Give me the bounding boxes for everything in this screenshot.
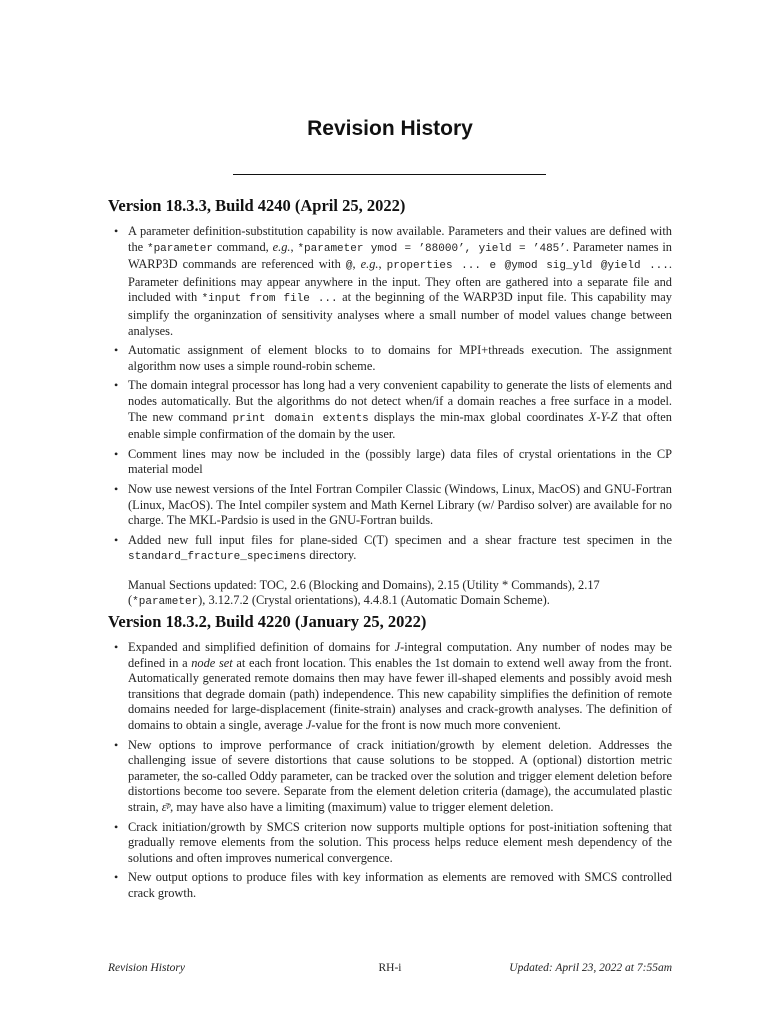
- text-run: -value for the front is now much more convenient.: [311, 717, 561, 732]
- code-text: *parameter ymod = ’88000’, yield = ’485’: [297, 242, 566, 255]
- list-item: [108, 533, 672, 566]
- manual-sections-note: [108, 578, 672, 611]
- list-item: [108, 224, 672, 339]
- change-list: [108, 640, 672, 902]
- italic-text: e.g.: [272, 239, 291, 254]
- code-text: *parameter: [132, 596, 199, 609]
- text-run: Comment lines may now be included in the (possibly large) data files of crystal orientations in the CP material model: [128, 446, 672, 477]
- footer-updated: Updated: April 23, 2022 at 7:55am: [509, 962, 672, 974]
- list-item: [108, 820, 672, 867]
- text-run: displays the min-max global coordinates: [368, 409, 589, 424]
- text-run: ), 3.12.7.2 (Crystal orientations), 4.4.8.1 (Automatic Domain Scheme).: [198, 593, 550, 608]
- italic-text: J: [394, 640, 401, 654]
- text-run: that often enable simple confirmation of the domain by the user.: [128, 409, 672, 442]
- text-run: -integral computation. Any number of nodes may be defined in a: [128, 640, 672, 670]
- code-text: *parameter: [146, 242, 213, 255]
- text-run: The domain integral processor has long had a very convenient capability to generate the lists of elements and nodes automatically. But the algorithms do not detect when/if a domain reaches a free surface in a model. The new command: [128, 378, 672, 424]
- title-rule: [233, 174, 546, 175]
- text-run: A parameter definition-substitution capability is now available. Parameters and their values are defined with the: [128, 224, 672, 254]
- footer-page-number: RH-i: [378, 962, 402, 974]
- text-run: ,: [378, 257, 387, 272]
- list-item: [108, 447, 672, 478]
- text-run: Added new full input files for plane-sided C(T) specimen and a shear fracture test specimen in the: [128, 532, 672, 547]
- italic-text: J: [305, 717, 312, 732]
- text-run: , may have also have a limiting (maximum) value to trigger element deletion.: [170, 799, 554, 814]
- list-item: [108, 870, 672, 901]
- list-item: [108, 738, 672, 816]
- change-list: [108, 224, 672, 566]
- text-run: command,: [212, 239, 273, 254]
- section-heading: Version 18.3.3, Build 4240 (April 25, 2022): [108, 196, 406, 215]
- text-run: ,: [290, 239, 298, 254]
- text-run: Automatic assignment of element blocks to to domains for MPI+threads execution. The assignment algorithm now uses a simple round-robin scheme.: [128, 343, 672, 373]
- text-run: Manual Sections updated: TOC, 2.6 (Blocking and Domains), 2.15 (Utility * Commands), 2.17 (: [128, 577, 600, 608]
- text-run: . Parameter names in WARP3D commands are referenced with: [128, 239, 672, 272]
- version-section-18-3-2: [108, 612, 672, 906]
- text-run: Crack initiation/growth by SMCS criterion now supports multiple options for post-initiation softening that gradually remove elements from the solution. This process helps reduce element mesh dependency of the solutions and often improves numerical convergence.: [128, 819, 672, 865]
- section-heading: Version 18.3.2, Build 4220 (January 25, 2022): [108, 612, 427, 631]
- italic-text: node set: [191, 655, 233, 670]
- page-title: Revision History: [307, 117, 473, 140]
- code-text: properties ... e @ymod sig_yld @yield ...: [386, 260, 669, 273]
- list-item: [108, 640, 672, 734]
- footer-left: Revision History: [108, 962, 185, 974]
- code-text: @: [345, 260, 353, 273]
- version-section-18-3-3: [108, 196, 672, 611]
- text-run: New output options to produce files with key information as elements are removed with SMCS controlled crack growth.: [128, 870, 672, 900]
- italic-text: X-Y-Z: [588, 409, 618, 424]
- list-item: [108, 482, 672, 529]
- text-run: at each front location. This enables the 1st domain to extend well away from the front. Automatically generated remote domains then may have fewer ill-shaped elements and possibly avoid mesh transitions that degrade domain (path) independence. This new capability simplifies the definition of remote domains needed for large-displacement (finite-strain) analyses and crack-growth analyses. The definition of domains to obtain a single, average: [128, 655, 672, 732]
- text-run: Now use newest versions of the Intel Fortran Compiler Classic (Windows, Linux, MacOS) and GNU-Fortran (Linux, MacOS). The Intel compiler system and Math Kernel Library (w/ Pardiso solver) are available for no charge. The MKL-Pardsio is used in the GNU-Fortran builds.: [128, 481, 672, 528]
- text-run: at the beginning of the WARP3D input file. This capability may simplify the organinzation of sensitivity analyses where a small number of model values change between analyses.: [128, 290, 672, 338]
- text-run: directory.: [306, 548, 357, 563]
- text-run: ,: [352, 257, 361, 272]
- list-item: [108, 343, 672, 374]
- code-text: *input from file ...: [201, 293, 338, 306]
- code-text: print domain extents: [232, 412, 369, 425]
- text-run: New options to improve performance of crack initiation/growth by element deletion. Addresses the challenging issue of severe distortions that cause solutions to be stopped. A (optional) distortion metric parameter, the so-called Oddy parameter, can be tracked over the solution and trigger element deletion before distortions become too severe. Separate from the element deletion criteria (damage), the accumulated plastic strain,: [128, 737, 672, 814]
- text-run: Expanded and simplified definition of domains for: [128, 640, 395, 654]
- list-item: [108, 378, 672, 442]
- italic-text: e.g.: [360, 257, 379, 272]
- italic-text: ε̄ᵖ: [161, 799, 171, 814]
- text-run: . Parameter definitions may appear anywhere in the input. They often are gathered into a separate file and included with: [128, 257, 672, 305]
- code-text: standard_fracture_specimens: [128, 551, 307, 564]
